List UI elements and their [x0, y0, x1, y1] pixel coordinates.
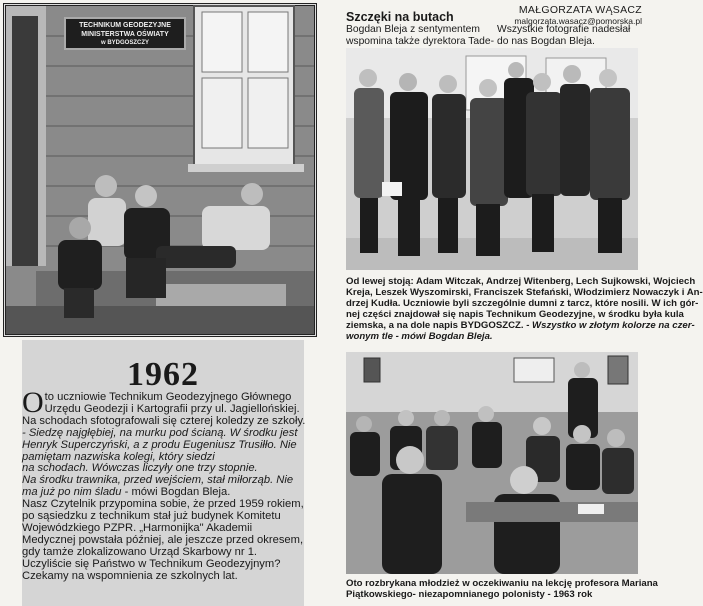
article-line: Oto uczniowie Technikum Geodezyjnego Głównego	[22, 386, 292, 419]
caption-line: Kreja, Leszek Wyszomirski, Franciszek Stefański, Włodzimierz Nowaczyk i An-	[346, 287, 703, 298]
photo-students-on-steps	[3, 3, 317, 337]
article-line: na schodach. Wówczas liczyły one trzy stopnie.	[22, 462, 258, 475]
school-sign: TECHNIKUM GEODEZYJNE MINISTERSTWA OŚWIATY w BYDGOSZCZY	[64, 17, 186, 50]
intro-column-left	[346, 24, 494, 48]
article-headline: Szczęki na butach	[346, 10, 454, 24]
article-line: po sąsiedzku z technikum stał już budynek Komitetu	[22, 510, 281, 523]
caption-line: Oto rozbrykana młodzież w oczekiwaniu na lekcję profesora Mariana	[346, 578, 658, 589]
article-line: Nasz Czytelnik przypomina sobie, że przed 1959 rokiem,	[22, 498, 304, 511]
article-line: Na schodach sfotografowali się czterej koledzy ze szkoły.	[22, 414, 306, 427]
article-line: - Siedzę najgłębiej, na murku pod ścianą. W środku jest	[22, 426, 298, 439]
intro-line: Bogdan Bleja z sentymentem	[346, 24, 480, 35]
caption-line: nej części znajdował się napis Technikum Geodezyjne, w środku była kula	[346, 309, 684, 320]
photo-classroom	[346, 352, 638, 574]
intro-line: wspomina także dyrektora Tade-	[346, 36, 495, 47]
article-line: ma już po nim śladu - mówi Bogdan Bleja.	[22, 486, 231, 499]
intro-column-right	[497, 24, 630, 48]
article-line: gdy tamże zlokalizowano Urząd Skarbowy nr 1.	[22, 545, 258, 558]
caption-line: ziemska, a na dole napis BYDGOSZCZ. - Wszystko w złotym kolorze na czer-	[346, 320, 695, 331]
article-line: Henryk Superczyński, a z produ Eugeniusz Trusiłło. Nie	[22, 438, 297, 451]
caption-quote: - Wszystko w złotym kolorze na czer-	[523, 320, 695, 331]
intro-line: Wszystkie fotografie nadesłał	[497, 24, 631, 35]
article-body	[22, 386, 306, 583]
article-line: Na środku trawnika, przed wejściem, stał miłorząb. Nie	[22, 474, 294, 487]
caption-line: wonym tle - mówi Bogdan Bleja.	[346, 331, 493, 342]
article-line: Wojewódzkiego PZPR. „Harmonijka" Akademii	[22, 521, 253, 534]
caption-line: Piątkowskiego- niezapomnianego polonisty - 1963 rok	[346, 589, 593, 600]
article-line: pamiętam nazwiska kolegi, który siedzi	[22, 450, 215, 463]
intro-line: do nas Bogdan Bleja.	[497, 36, 595, 47]
article-line: Czekamy na wspomnienia ze szkolnych lat.	[22, 569, 238, 582]
author-byline: MAŁGORZATA WĄSACZ	[518, 4, 642, 16]
author-email: malgorzata.wasacz@pomorska.pl	[514, 16, 642, 26]
photo-students-standing	[346, 48, 638, 270]
article-line: Uczyliście się Państwo w Technikum Geodezyjnym?	[22, 557, 281, 570]
standing-photo-caption	[346, 276, 703, 342]
caption-line: drzej Kudła. Uczniowie byli szczególnie dumni z tarcz, które nosili. W ich gór-	[346, 298, 699, 309]
article-line: Urzędu Geodezji i Kartografii przy ul. Jagiellońskiej.	[44, 402, 300, 415]
drop-cap: O	[22, 386, 44, 419]
classroom-photo-caption	[346, 578, 658, 600]
caption-line: Od lewej stoją: Adam Witczak, Andrzej Witenberg, Lech Sujkowski, Wojciech	[346, 276, 696, 287]
article-year: 1962	[127, 356, 199, 393]
article-line: Medycznej powstała później, ale jeszcze przed okresem,	[22, 533, 304, 546]
